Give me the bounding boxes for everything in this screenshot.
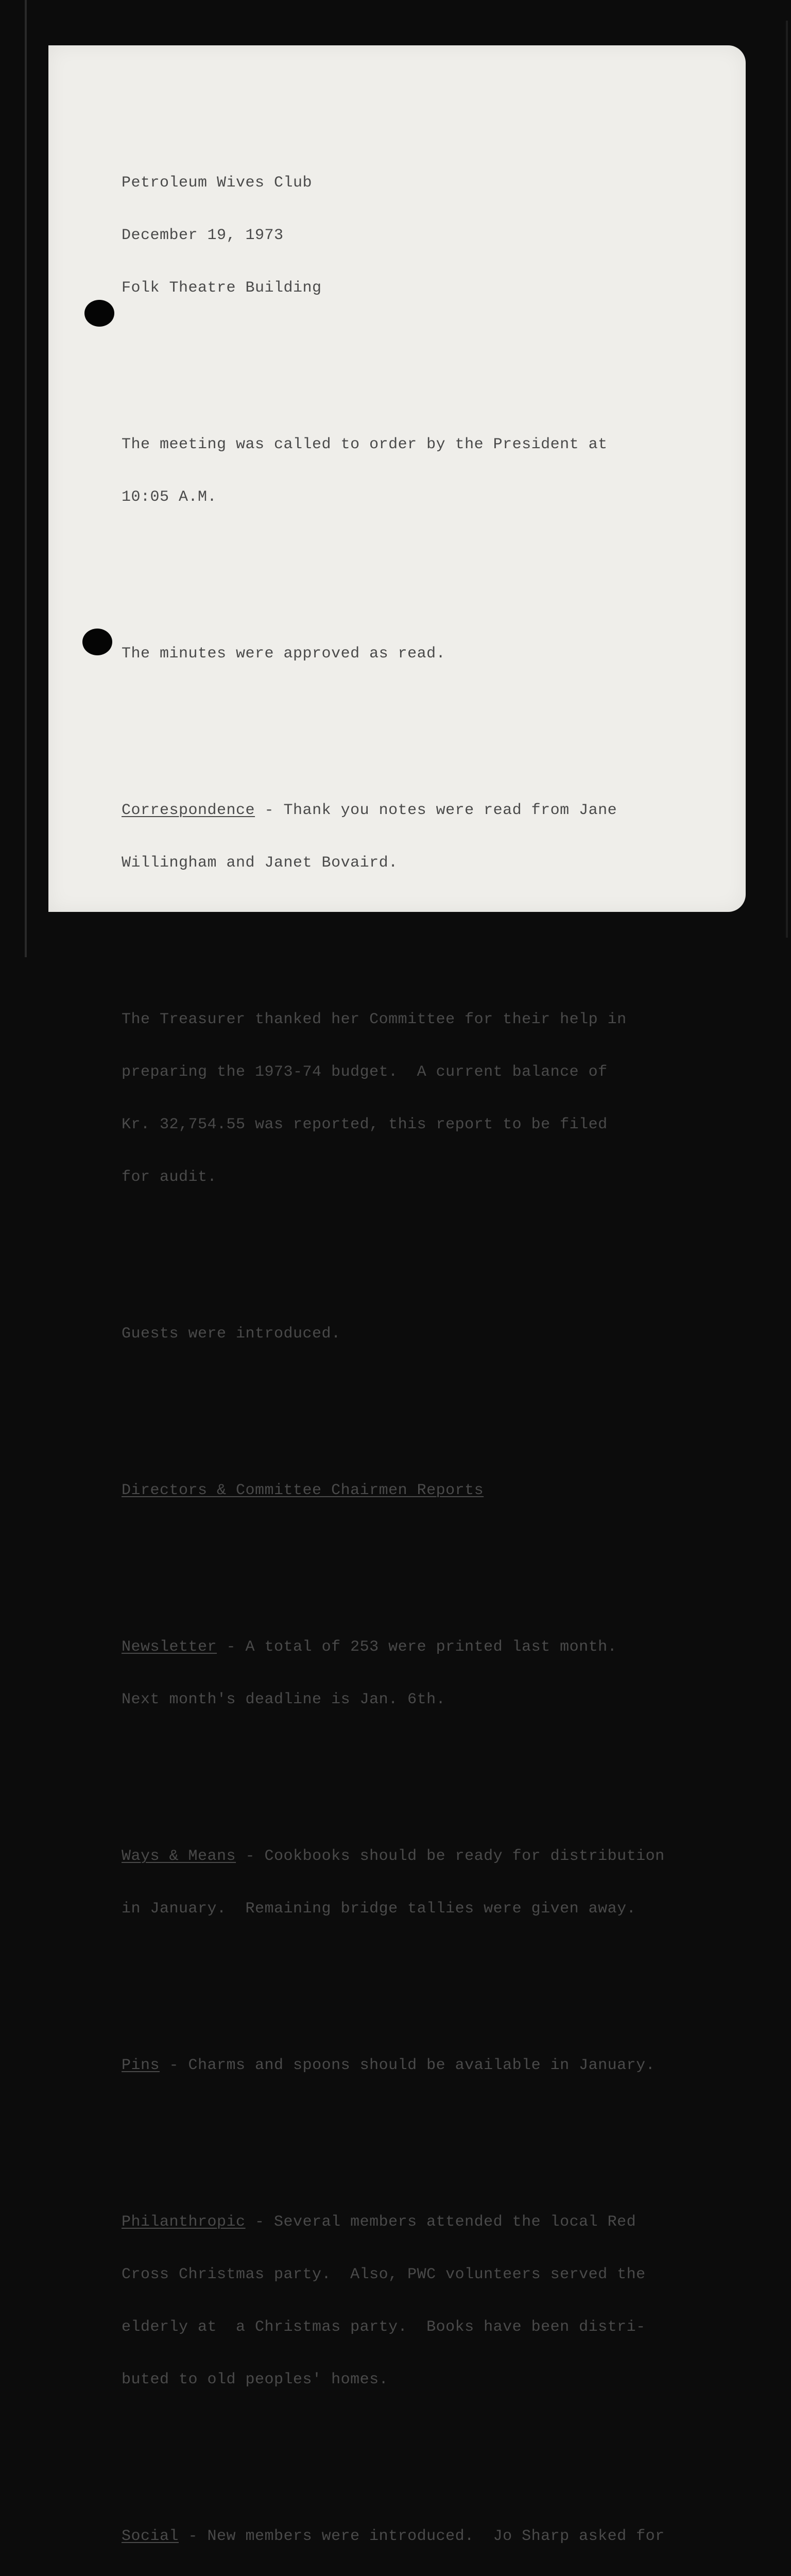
philanthropic-line-4: buted to old peoples' homes. (122, 2371, 389, 2388)
pins-line-1-text: - Charms and spoons should be available in January. (160, 2057, 656, 2074)
ways-means-line-1-text: - Cookbooks should be ready for distribution (236, 1848, 665, 1865)
philanthropic-line-3: elderly at a Christmas party. Books have been distri- (122, 2318, 646, 2336)
ways-means-heading: Ways & Means (122, 1848, 236, 1865)
newsletter-line-1-text: - A total of 253 were printed last month. (217, 1638, 617, 1656)
ways-means-line-2: in January. Remaining bridge tallies were given away. (122, 1900, 637, 1918)
correspondence-paragraph (122, 767, 745, 907)
ways-means-paragraph (122, 1812, 745, 1953)
pins-line-1 (122, 2057, 745, 2074)
punch-hole-upper (84, 300, 114, 327)
meeting-place: Folk Theatre Building (122, 279, 322, 297)
header-block (122, 139, 745, 332)
ways-means-line-1 (122, 1848, 745, 1865)
reports-heading-paragraph (122, 1447, 745, 1534)
social-heading: Social (122, 2528, 179, 2545)
correspondence-line-1-text: - Thank you notes were read from Jane (255, 802, 617, 819)
philanthropic-line-1-text: - Several members attended the local Red (245, 2213, 637, 2231)
call-to-order-paragraph (122, 401, 745, 541)
social-paragraph (122, 2493, 745, 2576)
correspondence-line-1 (122, 802, 745, 819)
reports-heading: Directors & Committee Chairmen Reports (122, 1482, 484, 1499)
treasurer-line-2: preparing the 1973-74 budget. A current balance of (122, 1063, 608, 1081)
pins-paragraph (122, 2022, 745, 2109)
newsletter-heading: Newsletter (122, 1638, 217, 1656)
philanthropic-line-2: Cross Christmas party. Also, PWC volunteers served the (122, 2266, 646, 2283)
treasurer-line-1: The Treasurer thanked her Committee for their help in (122, 1011, 627, 1028)
treasurer-paragraph (122, 976, 745, 1221)
call-to-order-line-2: 10:05 A.M. (122, 488, 217, 506)
minutes-line: The minutes were approved as read. (122, 645, 446, 663)
correspondence-heading: Correspondence (122, 802, 255, 819)
punch-hole-lower (82, 629, 112, 655)
social-line-1-text: - New members were introduced. Jo Sharp asked for (179, 2528, 665, 2545)
philanthropic-line-1 (122, 2213, 745, 2231)
guests-line: Guests were introduced. (122, 1325, 341, 1343)
social-line-1 (122, 2528, 745, 2545)
philanthropic-heading: Philanthropic (122, 2213, 246, 2231)
philanthropic-paragraph (122, 2178, 745, 2424)
newsletter-line-2: Next month's deadline is Jan. 6th. (122, 1691, 446, 1708)
newsletter-line-1 (122, 1638, 745, 1656)
minutes-paragraph (122, 610, 745, 698)
org-name: Petroleum Wives Club (122, 174, 313, 192)
scan-edge-right (786, 21, 788, 938)
scan-edge-left (25, 0, 27, 957)
treasurer-line-3: Kr. 32,754.55 was reported, this report to be filed (122, 1116, 608, 1133)
call-to-order-line-1: The meeting was called to order by the President at (122, 436, 608, 453)
correspondence-line-2: Willingham and Janet Bovaird. (122, 854, 398, 872)
treasurer-line-4: for audit. (122, 1168, 217, 1186)
reports-heading-line (122, 1482, 745, 1499)
meeting-date: December 19, 1973 (122, 227, 284, 244)
minutes-text (122, 87, 745, 2576)
guests-paragraph (122, 1290, 745, 1378)
pins-heading: Pins (122, 2057, 160, 2074)
newsletter-paragraph (122, 1603, 745, 1743)
